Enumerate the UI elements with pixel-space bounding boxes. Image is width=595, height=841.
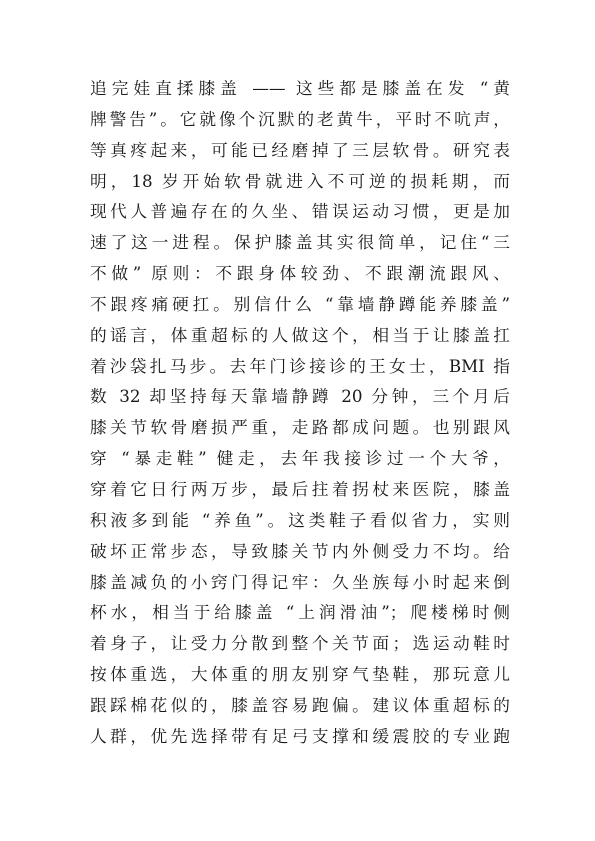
text-line: 不跟疼痛硬扛。别信什么 “靠墙静蹲能养膝盖”: [90, 293, 510, 314]
text-line: 牌警告”。它就像个沉默的老黄牛，平时不吭声，: [90, 108, 510, 129]
text-line: 膝盖减负的小窍门得记牢：久坐族每小时起来倒: [90, 571, 510, 592]
body-paragraph: [90, 73, 510, 752]
text-line: 穿着它日行两万步，最后拄着拐杖来医院，膝盖: [90, 478, 510, 499]
text-line: 明，18 岁开始软骨就进入不可逆的损耗期，而: [90, 170, 510, 191]
text-line: 积液多到能 “养鱼”。这类鞋子看似省力，实则: [90, 509, 510, 530]
text-line: 速了这一进程。保护膝盖其实很简单，记住“三: [90, 232, 510, 253]
text-line: 杯水，相当于给膝盖 “上润滑油”；爬楼梯时侧: [90, 602, 510, 623]
text-line: 人群，优先选择带有足弓支撑和缓震胶的专业跑: [90, 725, 510, 746]
text-line: 着身子，让受力分散到整个关节面；选运动鞋时: [90, 633, 510, 654]
text-line: 按体重选，大体重的朋友别穿气垫鞋，那玩意儿: [90, 664, 510, 685]
text-line: 膝关节软骨磨损严重，走路都成问题。也别跟风: [90, 417, 510, 438]
text-line: 破坏正常步态，导致膝关节内外侧受力不均。给: [90, 540, 510, 561]
text-line: 穿 “暴走鞋” 健走，去年我接诊过一个大爷，: [90, 448, 510, 469]
text-line: 跟踩棉花似的，膝盖容易跑偏。建议体重超标的: [90, 694, 510, 715]
text-line: 追完娃直揉膝盖 —— 这些都是膝盖在发 “黄: [90, 78, 510, 98]
text-line: 现代人普遍存在的久坐、错误运动习惯，更是加: [90, 201, 510, 222]
text-line: 等真疼起来，可能已经磨掉了三层软骨。研究表: [90, 139, 510, 160]
text-line: 数 32 却坚持每天靠墙静蹲 20 分钟，三个月后: [90, 386, 510, 407]
text-line: 不做” 原则：不跟身体较劲、不跟潮流跟风、: [90, 263, 510, 284]
text-line: 的谣言，体重超标的人做这个，相当于让膝盖扛: [90, 324, 510, 345]
text-line: 着沙袋扎马步。去年门诊接诊的王女士，BMI 指: [90, 355, 510, 376]
